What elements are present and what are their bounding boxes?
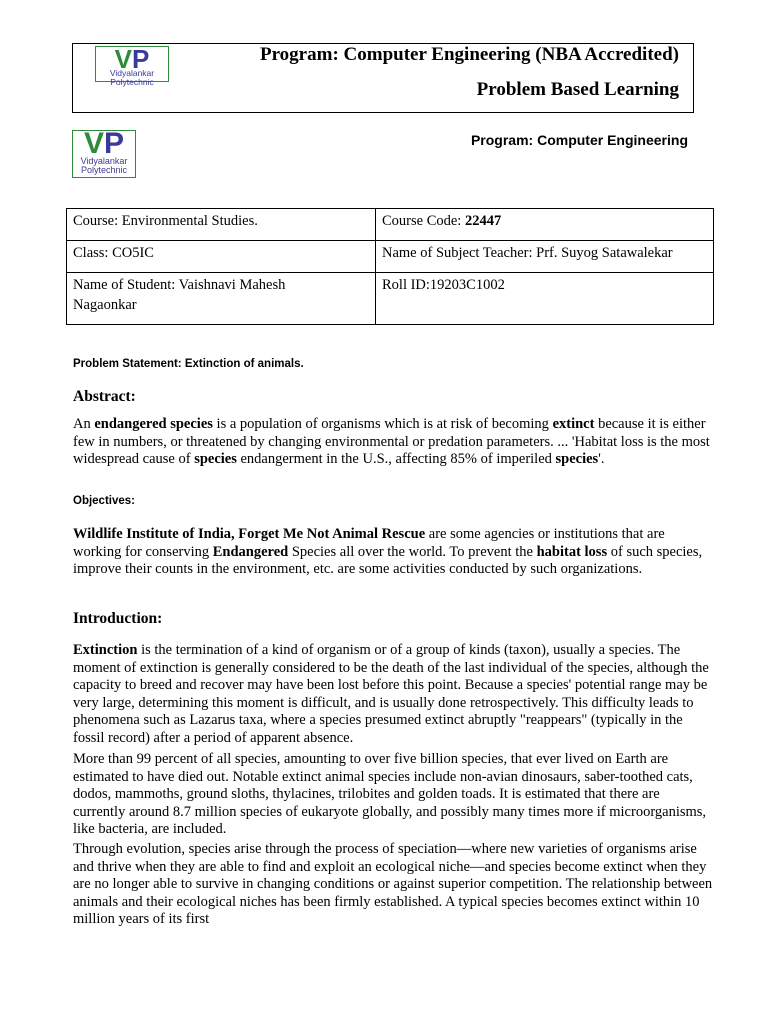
abstract-part: '.: [598, 451, 605, 468]
objectives-heading: Objectives:: [73, 495, 135, 507]
course-cell: Course: Environmental Studies.: [67, 209, 376, 241]
abstract-part: because it is either few in numbers, or threatened by changing environmental or predation parameters. ... 'Habitat loss is the most widespread cause of: [73, 416, 710, 468]
intro-part: Extinction: [73, 642, 138, 658]
roll-cell: Roll ID:19203C1002: [376, 273, 714, 325]
objectives-part: of such species, improve their counts in the environment, etc. are some activities conducted by such organizations.: [73, 543, 703, 578]
objectives-part: Endangered: [212, 543, 289, 560]
abstract-part: extinct: [552, 416, 595, 432]
abstract-part: An: [73, 416, 95, 432]
intro-part: is the termination of a kind of organism or of a group of kinds (taxon), usually a species. The moment of extinction is generally considered to be the death of the last individual of the species, although the capacity to breed and recover may have been lost before this point. Because a species' potential range may be very large, determining this moment is difficult, and is usually done retrospectively. This difficulty leads to phenomena such as Lazarus taxa, where a species presumed extinct abruptly "reappears" (typically in the fossil record) after a period of apparent absence.: [73, 642, 709, 746]
objectives-part: habitat loss: [536, 543, 608, 560]
course-code-value: 22447: [464, 213, 502, 229]
class-cell: Class: CO5IC: [67, 241, 376, 273]
teacher-cell: Name of Subject Teacher: Prf. Suyog Satawalekar: [376, 241, 714, 273]
course-info-table: [66, 208, 714, 325]
objectives-part: are some agencies or institutions that are working for conserving: [73, 526, 665, 560]
student-name-line1: Name of Student: Vaishnavi Mahesh: [73, 277, 286, 293]
abstract-part: endangered species: [94, 416, 213, 432]
header-pbl-title: Problem Based Learning: [476, 79, 679, 100]
logo2-name-line2: Polytechnic: [80, 165, 128, 175]
logo-letter-v: V: [114, 44, 132, 74]
logo2-letter-v: V: [83, 127, 104, 160]
logo2-name-line1: Vidyalankar: [80, 156, 128, 166]
abstract-part: species: [555, 451, 599, 468]
objectives-paragraph: [73, 526, 713, 579]
table-row: [67, 273, 714, 325]
abstract-part: is a population of organisms which is at risk of becoming: [212, 416, 553, 432]
problem-statement: Problem Statement: Extinction of animals.: [73, 358, 304, 370]
introduction-paragraph-3: Through evolution, species arise through the process of speciation—where new varieties of organisms arise and thrive when they are able to find and exploit an ecological niche—and species become extinct when they are no longer able to survive in changing conditions or against superior competition. The relationship between animals and their ecological niches has been firmly established. A typical species becomes extinct within 10 million years of its first: [73, 841, 713, 928]
table-row: [67, 209, 714, 241]
logo-name-line1: Vidyalankar: [109, 68, 155, 78]
introduction-heading: Introduction:: [73, 610, 163, 627]
student-cell: [67, 273, 376, 325]
abstract-part: species: [194, 451, 237, 468]
introduction-paragraph-1: [73, 642, 713, 748]
introduction-paragraph-2: More than 99 percent of all species, amounting to over five billion species, that ever lived on Earth are estimated to have died out. Notable extinct animal species include non-avian dinosaurs, saber-toothed cats, dodos, mammoths, ground sloths, thylacines, trilobites and golden toads. It is estimated that there are currently around 8.7 million species of eukaryote globally, and possibly many times more if microorganisms, like bacteria, are included.: [73, 751, 707, 838]
header-box: [72, 43, 694, 113]
course-code-cell: [376, 209, 714, 241]
logo-name-line2: Polytechnic: [110, 76, 154, 87]
course-code-label: Course Code:: [382, 213, 465, 229]
abstract-part: endangerment in the U.S., affecting 85% of imperiled: [236, 451, 556, 468]
table-row: [67, 241, 714, 273]
student-name-line2: Nagaonkar: [73, 297, 137, 314]
college-logo: [95, 44, 169, 87]
abstract-heading: Abstract:: [73, 388, 136, 405]
header-program-title: Program: Computer Engineering (NBA Accredited): [259, 44, 679, 65]
logo-letter-p: P: [132, 44, 150, 74]
abstract-paragraph: [73, 416, 713, 469]
subheader-program: Program: Computer Engineering: [470, 132, 688, 148]
college-logo-secondary: [72, 127, 136, 178]
objectives-part: Wildlife Institute of India, Forget Me Not Animal Rescue: [73, 526, 426, 542]
objectives-part: Species all over the world. To prevent the: [288, 543, 537, 560]
logo2-letter-p: P: [104, 127, 125, 160]
